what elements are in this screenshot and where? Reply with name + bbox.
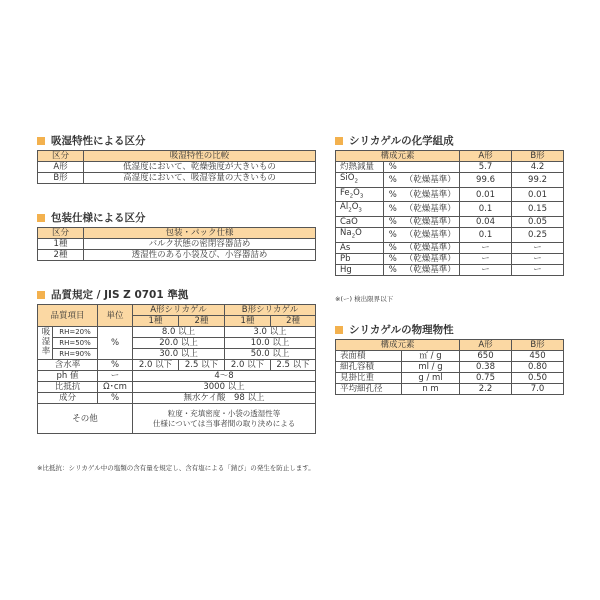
header-pack: 包装・パック仕様 [84,228,316,239]
table-row: 灼熱減量 % 5.7 4.2 [336,162,564,173]
table-row: As % （乾燥基準） ー ー [336,242,564,253]
section-marker-icon [335,137,343,145]
detection-limit-note: ※(ー) 検出限界以下 [335,295,394,303]
packaging-class-table [37,227,316,261]
section-title-packaging: 包装仕様による区分 [37,210,146,225]
header-type-a: A形シリカゲル [133,305,225,316]
chemical-composition-table [335,150,564,276]
table-row: RH=90% 30.0 以上 50.0 以上 [38,349,316,360]
table-row: $Na_2O$ % （乾燥基準） 0.1 0.25 [336,228,564,243]
table-row: ph 値 ー 4～8 [38,371,316,382]
header-elem: 構成元素 [336,340,460,351]
table-row: 2種 透湿性のある小袋及び、小容器詰め [38,250,316,261]
table-row: $Al_2O_3$ % （乾燥基準） 0.1 0.15 [336,202,564,217]
table-row: 表面積 ㎡ / g 650 450 [336,351,564,362]
table-row: Pb % （乾燥基準） ー ー [336,253,564,264]
table-row: Hg % （乾燥基準） ー ー [336,264,564,275]
section-title-physical: シリカゲルの物理物性 [335,322,454,337]
absorption-label: 吸湿率 [40,327,50,356]
table-row: 比抵抗 Ω･cm 3000 以上 [38,382,316,393]
section-marker-icon [37,291,45,299]
table-row: 吸湿率 RH=20% % 8.0 以上 3.0 以上 [38,327,316,338]
table-row: $Fe_2O_3$ % （乾燥基準） 0.01 0.01 [336,187,564,202]
table-row: 1種 バルク状態の密閉容器詰め [38,239,316,250]
section-title-chemical: シリカゲルの化学組成 [335,133,454,148]
table-row: 含水率 % 2.0 以下 2.5 以下 2.0 以下 2.5 以下 [38,360,316,371]
table-row: RH=50% 20.0 以上 10.0 以上 [38,338,316,349]
header-a: A形 [460,151,512,162]
header-class: 区分 [38,151,84,162]
table-row: 細孔容積 ml / g 0.38 0.80 [336,362,564,373]
header-unit: 単位 [98,305,133,327]
section-marker-icon [37,214,45,222]
table-row: B形 高湿度において、吸湿容量の大きいもの [38,173,316,184]
absorption-class-table [37,150,316,184]
table-row: A形 低湿度において、乾燥強度が大きいもの [38,162,316,173]
quality-spec-table: 品質項目 単位 A形シリカゲル B形シリカゲル 1種 2種 1種 2種 吸湿率 RH=20% % 8.0 以上 3.0 以上 RH=50% 20.0 以上 10.0 以上 RH=90% 30.0 以上 50.0 以上 含水率 % 2.0 以下 2.5 以下 2.0 以下 2.5 以下 ph 値 ー 4～8 比抵抗 Ω･cm 3000 以上 成分 % 無水ケイ酸 98 以上 その他 粒度・充填密度・小袋の透湿性等 仕様については当事者間の取り決めによる [37,304,316,434]
section-marker-icon [335,326,343,334]
header-a: A形 [460,340,512,351]
header-elem: 構成元素 [336,151,460,162]
header-item: 品質項目 [38,305,98,327]
header-type-b: B形シリカゲル [225,305,316,316]
header-compare: 吸湿特性の比較 [84,151,316,162]
table-row: SiO$_2$ % （乾燥基準） 99.6 99.2 [336,173,564,188]
table-row: 平均細孔径 n m 2.2 7.0 [336,384,564,395]
header-b: B形 [512,151,564,162]
resistivity-note: ※比抵抗：シリカゲル中の塩類の含有量を規定し、含有塩による「錆び」の発生を防止します。 [37,464,315,472]
table-row: 見掛比重 g / ml 0.75 0.50 [336,373,564,384]
table-row: 成分 % 無水ケイ酸 98 以上 [38,393,316,404]
header-class: 区分 [38,228,84,239]
table-row: その他 粒度・充填密度・小袋の透湿性等 仕様については当事者間の取り決めによる [38,404,316,434]
table-row: CaO % （乾燥基準） 0.04 0.05 [336,217,564,228]
section-title-absorption: 吸湿特性による区分 [37,133,146,148]
header-b: B形 [512,340,564,351]
section-title-quality: 品質規定 / JIS Z 0701 準拠 [37,287,188,302]
physical-properties-table [335,339,564,395]
section-marker-icon [37,137,45,145]
